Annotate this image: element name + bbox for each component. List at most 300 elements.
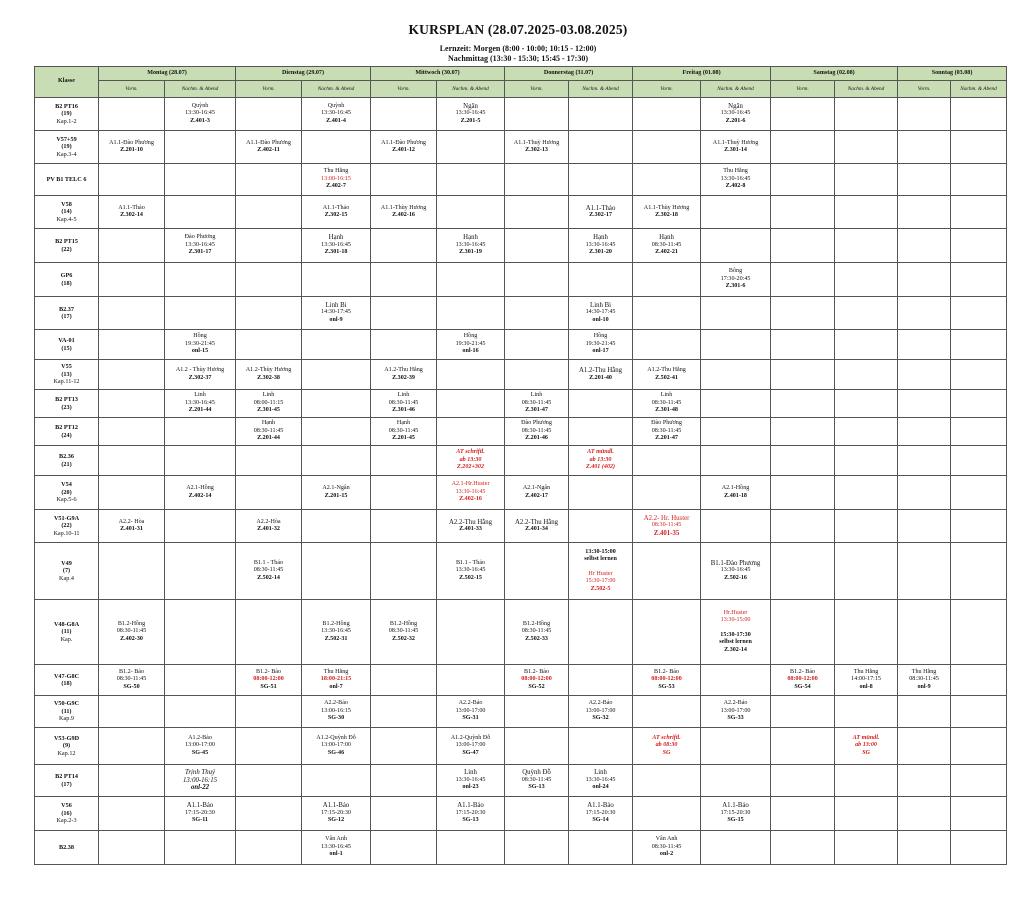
session-line: Z.402-14 (188, 492, 212, 499)
session-line: Z.301-48 (655, 407, 678, 414)
empty-cell (898, 164, 951, 196)
empty-cell (951, 330, 1007, 360)
session-line: Z.401-31 (120, 526, 143, 532)
class-row (35, 330, 1007, 360)
session-line: 13:30-16:45 (321, 628, 351, 635)
session-cell (437, 765, 505, 797)
empty-cell (165, 263, 236, 297)
session-line: 14:30-17:45 (321, 309, 351, 316)
session-line: Z.201-47 (655, 435, 678, 442)
empty-cell (951, 728, 1007, 765)
session-cell (371, 600, 437, 665)
session-line: 08:30-11:45 (651, 522, 682, 529)
class-label-line: (23) (61, 403, 72, 411)
session-line: onl-23 (462, 784, 479, 791)
empty-cell (371, 665, 437, 696)
class-row (35, 229, 1007, 263)
class-name-cell (35, 390, 99, 418)
class-name-cell (35, 765, 99, 797)
klasse-header: Klasse (35, 67, 99, 98)
class-label-line: (17) (61, 313, 72, 320)
session-line: Vân Anh (655, 836, 678, 843)
session-line: Z.201-44 (188, 407, 212, 414)
class-label-line: B2.37 (59, 305, 74, 313)
empty-cell (371, 330, 437, 360)
class-label-line: (7) (62, 567, 71, 575)
session-line: Z.402-7 (326, 183, 346, 190)
session-line: Z.401-3 (190, 117, 210, 124)
class-label-line: B2 PT13 (55, 396, 78, 404)
empty-cell (701, 446, 771, 476)
session-cell (99, 510, 165, 543)
empty-cell (99, 696, 165, 728)
session-line: Hạnh (593, 234, 608, 242)
session-line: A2.1-Hồng (186, 485, 214, 492)
session-line: A2.1-Ngân (322, 485, 350, 492)
empty-cell (165, 196, 236, 229)
empty-cell (835, 390, 898, 418)
session-line: Z.402-16 (392, 212, 415, 218)
empty-cell (569, 131, 633, 164)
class-name-cell (35, 98, 99, 131)
empty-cell (771, 263, 835, 297)
class-label-line: V48-G8A (53, 620, 80, 628)
session-line: A2.1-Hồng (721, 485, 750, 492)
session-line: Z.202+302 (457, 464, 485, 471)
empty-cell (236, 765, 302, 797)
session-line (570, 564, 631, 571)
session-line: Z.402-30 (120, 635, 143, 642)
empty-cell (951, 600, 1007, 665)
class-label-line: (18) (61, 279, 72, 287)
session-line: 08:30-11:45 (253, 567, 284, 574)
session-line: B1.2- Bảo (790, 668, 816, 675)
slot-header-afternoon: Nachm. & Abend (951, 81, 1007, 98)
session-cell (835, 665, 898, 696)
empty-cell (99, 543, 165, 600)
empty-cell (951, 797, 1007, 831)
session-line: 17:30-20:45 (720, 275, 751, 282)
session-cell (99, 131, 165, 164)
empty-cell (437, 831, 505, 865)
empty-cell (701, 330, 771, 360)
session-line: 13:30-16:45 (720, 110, 751, 117)
session-cell (437, 696, 505, 728)
empty-cell (99, 728, 165, 765)
session-line: 13:30-16:45 (455, 110, 486, 117)
session-line: 13:30-16:45 (720, 175, 751, 182)
session-cell (569, 297, 633, 330)
class-label-line: V58 (61, 200, 72, 208)
session-line: onl-22 (190, 784, 210, 792)
empty-cell (371, 696, 437, 728)
empty-cell (437, 131, 505, 164)
empty-cell (951, 360, 1007, 390)
empty-cell (898, 797, 951, 831)
session-line: onl-9 (917, 683, 931, 690)
empty-cell (236, 98, 302, 131)
session-line: 17:15-20:30 (455, 809, 486, 816)
empty-cell (371, 98, 437, 131)
session-line: A2.1-Hr.Huster (451, 481, 490, 488)
empty-cell (951, 476, 1007, 510)
session-line: B1.2- Bảo (654, 668, 680, 675)
class-name-cell (35, 263, 99, 297)
session-line: Z.301-45 (257, 407, 280, 414)
session-cell (99, 600, 165, 665)
empty-cell (771, 98, 835, 131)
empty-cell (165, 446, 236, 476)
session-line: 08:30-11:45 (651, 241, 682, 248)
class-label-line: (24) (61, 431, 72, 439)
empty-cell (569, 98, 633, 131)
session-line: ab 13:30 (459, 456, 482, 463)
session-line: Z.301-18 (324, 249, 348, 256)
session-cell (165, 797, 236, 831)
empty-cell (898, 98, 951, 131)
class-label-line: Kap.12 (57, 749, 76, 757)
subtitle-afternoon: Nachmittag (13:30 - 15:30; 15:45 - 17:30) (448, 54, 588, 63)
class-name-cell (35, 476, 99, 510)
session-line: Linh (530, 392, 543, 399)
session-line: Đào Phương (521, 420, 552, 427)
session-line: B1.2- Bảo (524, 668, 550, 675)
session-cell (633, 229, 701, 263)
session-line: A2.2-Thu Hằng (449, 518, 493, 526)
class-label-line: Kap.2-3 (56, 817, 77, 825)
slot-header-afternoon: Nachm. & Abend (437, 81, 505, 98)
session-line: 13:00-17:00 (455, 707, 486, 714)
empty-cell (898, 418, 951, 446)
session-cell (633, 360, 701, 390)
session-cell (236, 131, 302, 164)
session-line: 08:00-12:00 (521, 676, 552, 683)
session-line: A1.1-Đào Phương (381, 139, 426, 146)
session-line: A1.1-Đào Phương (109, 139, 154, 146)
empty-cell (951, 229, 1007, 263)
session-line: SG-53 (658, 683, 675, 690)
empty-cell (505, 543, 569, 600)
class-label-line: (19) (61, 110, 72, 118)
empty-cell (437, 600, 505, 665)
class-label-line: B2 PT14 (55, 773, 78, 781)
empty-cell (505, 797, 569, 831)
empty-cell (371, 164, 437, 196)
session-cell (701, 131, 771, 164)
session-line: A1.1-Bảo (186, 802, 214, 810)
session-line: Linh (594, 769, 607, 777)
class-row (35, 263, 1007, 297)
session-line: AT schriftl. (652, 734, 681, 741)
class-name-cell (35, 164, 99, 196)
empty-cell (835, 510, 898, 543)
empty-cell (835, 229, 898, 263)
empty-cell (371, 476, 437, 510)
session-line: Z.401-34 (525, 526, 548, 532)
session-cell (505, 476, 569, 510)
session-line: A1.2-Thu Hằng (579, 367, 623, 375)
session-line: SG-13 (528, 784, 545, 791)
session-line: A1.1-Đào Phương (246, 139, 291, 146)
session-line: 13:30-16:45 (321, 241, 351, 248)
empty-cell (771, 831, 835, 865)
class-name-cell (35, 360, 99, 390)
session-line: Z.201-45 (392, 435, 415, 442)
session-line: B1.2-Hồng (117, 620, 146, 627)
empty-cell (165, 131, 236, 164)
class-label-line: B2 PT12 (55, 424, 78, 432)
empty-cell (371, 728, 437, 765)
session-line: onl-2 (659, 851, 674, 858)
session-line: onl-8 (859, 683, 873, 690)
session-line: A1.1-Thuỳ Hương (712, 139, 759, 146)
session-line: Thu Hằng (723, 168, 748, 175)
empty-cell (951, 390, 1007, 418)
session-cell (437, 446, 505, 476)
empty-cell (165, 297, 236, 330)
empty-cell (236, 476, 302, 510)
empty-cell (236, 696, 302, 728)
session-line: ab 13:30 (589, 456, 612, 463)
empty-cell (951, 446, 1007, 476)
session-line: 13:30-16:45 (585, 776, 616, 783)
session-line: 13:30-16:45 (585, 241, 616, 248)
session-line: Z.301-19 (459, 249, 482, 256)
empty-cell (633, 98, 701, 131)
session-line: Z.301-14 (724, 147, 747, 153)
class-name-cell (35, 728, 99, 765)
empty-cell (165, 696, 236, 728)
session-line: A2.2-Thu Hằng (515, 518, 559, 526)
empty-cell (835, 765, 898, 797)
slot-header-morning: Vorm. (771, 81, 835, 98)
empty-cell (371, 797, 437, 831)
empty-cell (165, 665, 236, 696)
session-line: 13:00-17:00 (185, 742, 215, 749)
empty-cell (633, 696, 701, 728)
session-cell (701, 98, 771, 131)
session-cell (633, 831, 701, 865)
empty-cell (505, 297, 569, 330)
session-cell (371, 131, 437, 164)
class-name-cell (35, 600, 99, 665)
session-line: ab 08:30 (655, 742, 678, 749)
session-line: Hồng (463, 333, 478, 340)
session-line: 13:30-16:45 (185, 241, 215, 248)
class-label-line: (21) (61, 460, 72, 468)
session-line: 13:30-16:45 (455, 488, 486, 495)
session-line: 13:30-16:45 (455, 567, 486, 574)
class-label-line: (20) (61, 488, 72, 496)
empty-cell (771, 297, 835, 330)
empty-cell (505, 98, 569, 131)
empty-cell (371, 229, 437, 263)
empty-cell (701, 831, 771, 865)
session-line: 08:30-11:45 (651, 399, 682, 406)
session-cell (437, 229, 505, 263)
class-label-line: V55 (61, 363, 72, 371)
empty-cell (236, 446, 302, 476)
slot-header-afternoon: Nachm. & Abend (835, 81, 898, 98)
session-line: Quỳnh (191, 102, 209, 109)
empty-cell (633, 797, 701, 831)
empty-cell (633, 131, 701, 164)
session-cell (165, 229, 236, 263)
empty-cell (835, 98, 898, 131)
session-line: Hồng (593, 333, 608, 340)
class-label-line: (17) (61, 780, 72, 788)
session-cell (633, 728, 701, 765)
session-line: onl-7 (329, 683, 343, 690)
session-line: Linh (262, 392, 275, 399)
session-line: Z.401-35 (653, 529, 680, 537)
empty-cell (236, 263, 302, 297)
empty-cell (371, 297, 437, 330)
class-name-cell (35, 797, 99, 831)
session-line: Z.302-14 (120, 212, 143, 218)
empty-cell (236, 164, 302, 196)
session-line: Hạnh (261, 420, 276, 427)
empty-cell (505, 164, 569, 196)
session-line: 08:30-11:45 (521, 427, 552, 434)
session-cell (505, 765, 569, 797)
class-name-cell (35, 696, 99, 728)
empty-cell (835, 543, 898, 600)
slot-header-morning: Vorm. (505, 81, 569, 98)
session-line: A2.2-Hòa (256, 518, 281, 525)
empty-cell (437, 164, 505, 196)
empty-cell (835, 164, 898, 196)
session-cell (505, 665, 569, 696)
session-line: Z.302-17 (589, 212, 612, 218)
class-label-line: (11) (61, 707, 72, 715)
session-line: 08:30-11:45 (651, 427, 682, 434)
empty-cell (951, 131, 1007, 164)
session-line: SG (662, 749, 671, 756)
session-line: 08:30-11:45 (651, 843, 682, 850)
session-line: A1.2 - Thùy Hương (175, 367, 225, 374)
session-line: Z.401-12 (392, 147, 415, 153)
session-line: onl-16 (462, 348, 479, 355)
session-line: SG-54 (794, 683, 811, 690)
class-row (35, 360, 1007, 390)
session-line: SG-46 (327, 749, 345, 756)
session-cell (165, 360, 236, 390)
class-name-cell (35, 297, 99, 330)
class-row (35, 196, 1007, 229)
empty-cell (99, 330, 165, 360)
session-line: Z.502-33 (525, 635, 548, 642)
session-line: Z.201-5 (460, 117, 481, 124)
session-line: Ngân (463, 102, 478, 110)
session-cell (569, 765, 633, 797)
session-line: A1.2-Quỳnh Đỗ (450, 734, 491, 741)
slot-header-morning: Vorm. (633, 81, 701, 98)
empty-cell (835, 831, 898, 865)
class-row (35, 131, 1007, 164)
empty-cell (701, 418, 771, 446)
session-line: Z.502-31 (324, 635, 348, 642)
empty-cell (99, 390, 165, 418)
empty-cell (898, 196, 951, 229)
session-line: Z.302-37 (188, 374, 212, 381)
class-name-cell (35, 446, 99, 476)
session-line: Z.201-44 (257, 435, 280, 442)
session-line: A1.1-Thảo (585, 204, 616, 212)
empty-cell (99, 831, 165, 865)
session-line: Thu Hằng (323, 168, 349, 175)
session-line: 19:30-21:45 (455, 340, 486, 347)
session-line: 08:30-11:45 (253, 427, 284, 434)
session-line: Hồng (193, 333, 207, 340)
empty-cell (569, 728, 633, 765)
class-row (35, 297, 1007, 330)
empty-cell (771, 360, 835, 390)
session-line: A1.1-Bảo (322, 802, 350, 810)
class-row (35, 98, 1007, 131)
session-cell (437, 98, 505, 131)
session-cell (701, 164, 771, 196)
session-line: A1.1-Thùy Hương (643, 204, 690, 211)
session-line: A2.2-Bảo (324, 700, 348, 707)
empty-cell (633, 765, 701, 797)
session-line: Z.401 (402) (585, 464, 616, 471)
session-cell (437, 510, 505, 543)
empty-cell (898, 728, 951, 765)
session-line: Hr.Huster (723, 609, 748, 616)
session-line: B1.2-Hồng (522, 620, 551, 627)
empty-cell (771, 196, 835, 229)
session-line: 17:15-20:30 (321, 809, 351, 816)
session-line: B1.2-Hồng (389, 620, 418, 627)
session-cell (236, 665, 302, 696)
class-label-line: B2.38 (59, 843, 74, 851)
empty-cell (835, 360, 898, 390)
subtitle-morning: Lernzeit: Morgen (8:00 - 10:00; 10:15 - 12:00) (439, 44, 597, 53)
session-line: A2.2- Hòa (118, 518, 145, 525)
class-name-cell (35, 543, 99, 600)
session-cell (633, 418, 701, 446)
session-line: Z.302-38 (257, 374, 280, 381)
class-label-line: (11) (61, 628, 72, 636)
class-row (35, 543, 1007, 600)
session-line: Linh (397, 392, 410, 399)
class-row (35, 696, 1007, 728)
class-row (35, 390, 1007, 418)
session-line: SG-13 (462, 817, 479, 824)
session-line: 13:00-17:00 (455, 742, 486, 749)
empty-cell (701, 765, 771, 797)
session-line: SG-31 (462, 715, 479, 722)
empty-cell (835, 600, 898, 665)
session-line: 08:00-12:00 (787, 676, 818, 683)
session-line: 13:30-15:00 (720, 617, 751, 624)
session-line: SG-33 (727, 715, 744, 722)
class-label-line: V49 (61, 559, 72, 567)
session-cell (701, 476, 771, 510)
session-line: Linh (464, 769, 477, 777)
session-line: Z.402-21 (655, 249, 678, 256)
session-line: Z.201-40 (589, 374, 612, 381)
class-row (35, 418, 1007, 446)
empty-cell (99, 446, 165, 476)
session-cell (371, 418, 437, 446)
session-line: selbst lernen (584, 556, 617, 563)
empty-cell (302, 418, 371, 446)
empty-cell (898, 297, 951, 330)
session-line: B1.1 - Thảo (253, 559, 284, 566)
empty-cell (302, 360, 371, 390)
